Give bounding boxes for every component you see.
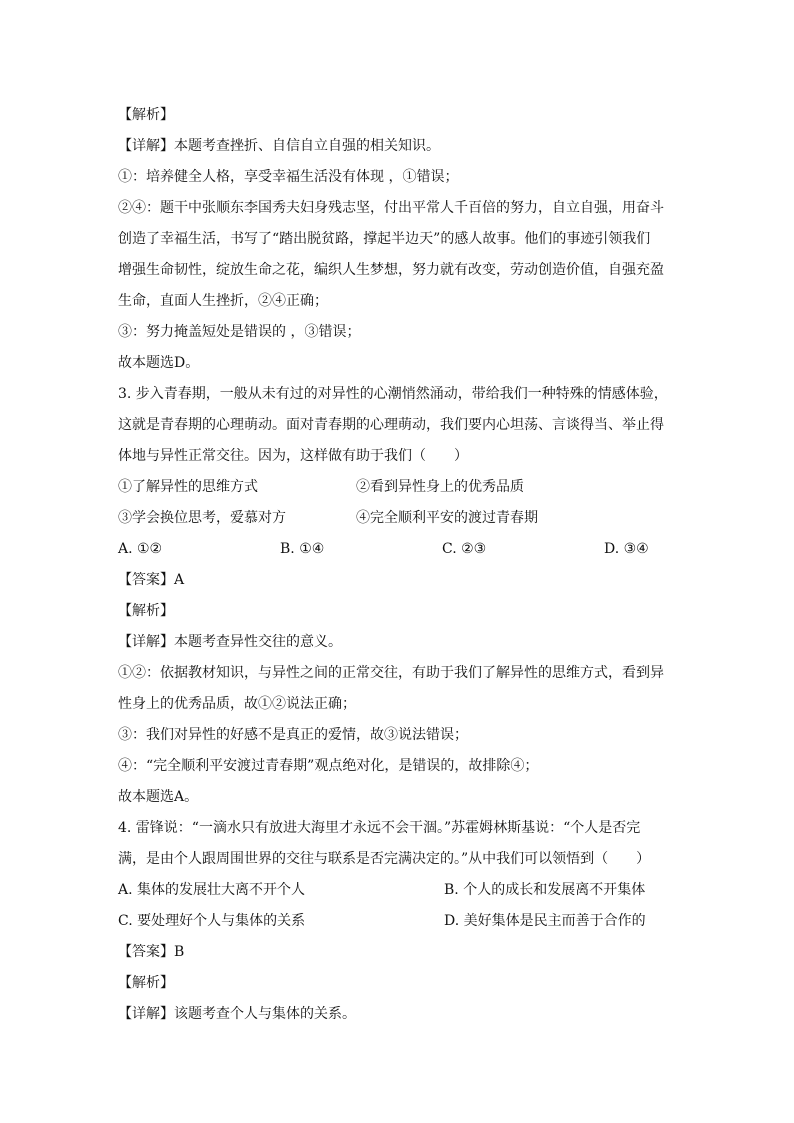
question-4-stem: 4. 雷锋说：“一滴水只有放进大海里才永远不会干涸。”苏霍姆林斯基说：“个人是否完 xyxy=(118,820,641,836)
choice-c: C. 要处理好个人与集体的关系 xyxy=(118,913,306,929)
analysis-text: ①②：依据教材知识，与异性之间的正常交往，有助于我们了解异性的思维方式，看到异 xyxy=(118,665,664,681)
analysis-text: 性身上的优秀品质，故①②说法正确； xyxy=(118,696,356,712)
question-3-stem: 体地与异性正常交往。因为，这样做有助于我们（ ） xyxy=(118,448,468,464)
choice-b: B. ①④ xyxy=(280,541,325,557)
question-3-choices xyxy=(118,534,678,565)
analysis-text: 增强生命韧性，绽放生命之花，编织人生梦想，努力就有改变，劳动创造价值，自强充盈 xyxy=(118,262,664,278)
statement-4: ④完全顺利平安的渡过青春期 xyxy=(356,510,538,526)
detail-text: 【详解】该题考查个人与集体的关系。 xyxy=(118,1006,356,1022)
statement-2: ②看到异性身上的优秀品质 xyxy=(356,479,524,495)
statement-1: ①了解异性的思维方式 xyxy=(118,479,258,495)
analysis-heading: 【解析】 xyxy=(118,975,174,991)
analysis-heading: 【解析】 xyxy=(118,603,174,619)
question-3-statements-row xyxy=(118,503,678,534)
question-4-choices-row xyxy=(118,906,678,937)
choice-a: A. 集体的发展壮大离不开个人 xyxy=(118,882,306,898)
analysis-heading: 【解析】 xyxy=(118,107,174,123)
analysis-text: ③：努力掩盖短处是错误的 ，③错误； xyxy=(118,324,361,340)
statement-3: ③学会换位思考，爱慕对方 xyxy=(118,510,286,526)
analysis-text: ④：“完全顺利平安渡过青春期”观点绝对化，是错误的，故排除④； xyxy=(118,758,539,774)
analysis-text: ③：我们对异性的好感不是真正的爱情，故③说法错误； xyxy=(118,727,468,743)
choice-d: D. ③④ xyxy=(604,541,649,557)
question-3-stem: 这就是青春期的心理萌动。面对青春期的心理萌动，我们要内心坦荡、言谈得当、举止得 xyxy=(118,417,664,433)
question-3-statements-row xyxy=(118,472,678,503)
analysis-text: ①：培养健全人格，享受幸福生活没有体现 ，①错误； xyxy=(118,169,459,185)
analysis-text: 创造了幸福生活，书写了“踏出脱贫路，撑起半边天”的感人故事。他们的事迹引领我们 xyxy=(118,231,651,247)
question-4-choices-row xyxy=(118,875,678,906)
analysis-text: ②④：题干中张顺东李国秀夫妇身残志坚，付出平常人千百倍的努力，自立自强，用奋斗 xyxy=(118,200,664,216)
conclusion-text: 故本题选D。 xyxy=(118,355,200,371)
conclusion-text: 故本题选A。 xyxy=(118,789,199,805)
question-4-stem: 满，是由个人跟周围世界的交往与联系是否完满决定的。”从中我们可以领悟到（ ） xyxy=(118,851,651,867)
choice-d: D. 美好集体是民主而善于合作的 xyxy=(444,913,646,929)
analysis-text: 生命，直面人生挫折，②④正确； xyxy=(118,293,328,309)
question-4-answer: 【答案】B xyxy=(118,944,185,960)
detail-text: 【详解】本题考查异性交往的意义。 xyxy=(118,634,342,650)
choice-b: B. 个人的成长和发展离不开集体 xyxy=(444,882,646,898)
detail-text: 【详解】本题考查挫折、自信自立自强的相关知识。 xyxy=(118,138,440,154)
question-3-stem: 3. 步入青春期，一般从未有过的对异性的心潮悄然涌动，带给我们一种特殊的情感体验， xyxy=(118,386,668,402)
choice-c: C. ②③ xyxy=(442,541,487,557)
question-3-answer: 【答案】A xyxy=(118,572,185,588)
document-content xyxy=(118,100,678,1030)
choice-a: A. ①② xyxy=(118,541,163,557)
